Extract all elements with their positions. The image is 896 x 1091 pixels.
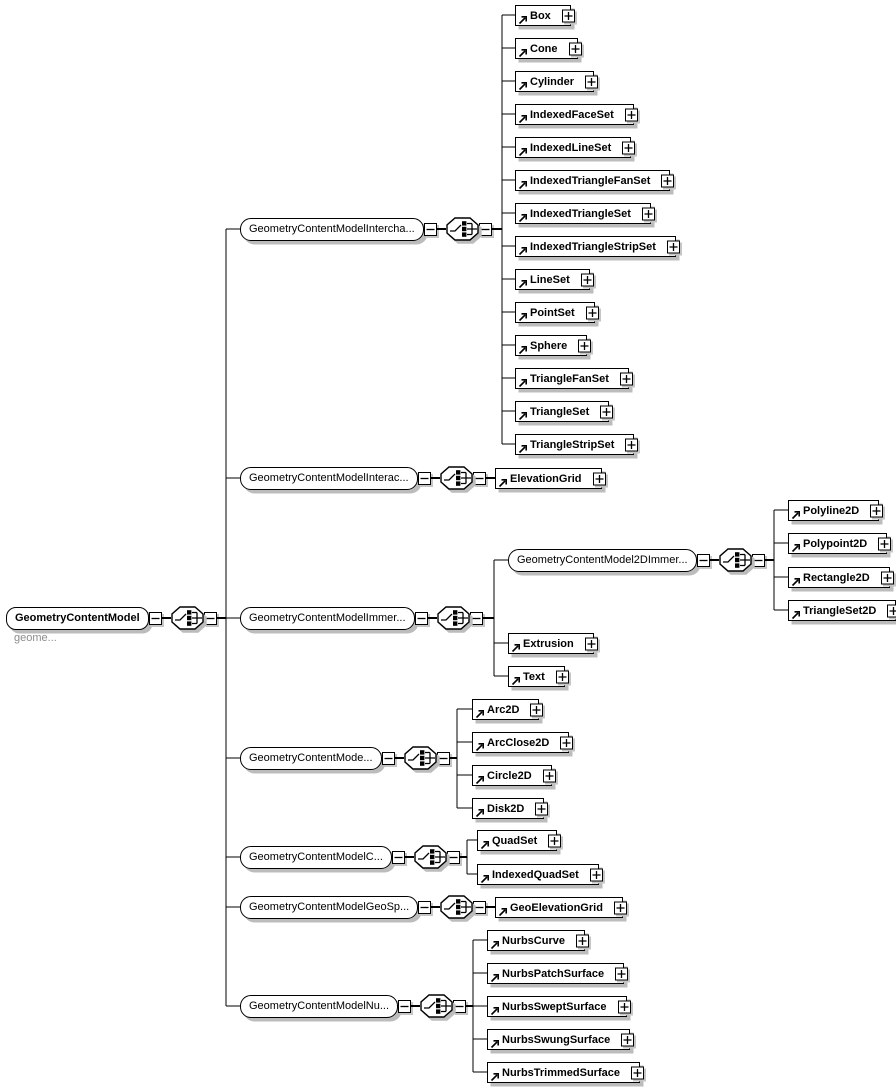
collapse-button[interactable] [752, 554, 765, 567]
element-box[interactable] [487, 1029, 630, 1050]
element-label: TriangleSet [530, 405, 590, 418]
element-ref-icon [791, 543, 801, 553]
expand-button[interactable] [625, 438, 638, 451]
element-label: Cone [530, 42, 558, 55]
root-row [6, 606, 226, 630]
expand-button[interactable] [600, 405, 613, 418]
group-row [240, 845, 467, 869]
element-ref-icon [475, 808, 485, 818]
choice-compositor-icon[interactable] [437, 606, 470, 630]
element-ref-icon [518, 444, 528, 454]
element-ref-icon [791, 610, 801, 620]
element-box[interactable] [472, 732, 569, 753]
element-label: NurbsCurve [502, 934, 565, 947]
root-label: GeometryContentModel [15, 612, 140, 624]
collapse-button[interactable] [479, 223, 492, 236]
element-label: GeoElevationGrid [510, 901, 603, 914]
model-group-box[interactable] [240, 467, 418, 490]
connector-line [431, 906, 440, 907]
choice-compositor-icon[interactable] [440, 895, 473, 919]
element-box[interactable] [508, 666, 565, 687]
element-ref-icon [475, 709, 485, 719]
element-label: Sphere [530, 339, 568, 352]
element-box[interactable] [515, 71, 594, 92]
collapse-button[interactable] [392, 851, 405, 864]
expand-button[interactable] [530, 703, 543, 716]
connector-line [492, 228, 502, 229]
collapse-button[interactable] [424, 223, 437, 236]
expand-button[interactable] [543, 769, 556, 782]
element-label: IndexedQuadSet [492, 868, 579, 881]
group-label: GeometryContentModel2DImmer... [517, 554, 688, 566]
collapse-button[interactable] [437, 752, 450, 765]
element-label: Circle2D [487, 769, 532, 782]
element-box[interactable] [508, 633, 594, 654]
connector-line [710, 559, 719, 560]
element-label: IndexedFaceSet [530, 108, 614, 121]
expand-button[interactable] [631, 1066, 644, 1079]
collapse-button[interactable] [473, 901, 486, 914]
element-ref-icon [511, 643, 521, 653]
element-label: LineSet [530, 273, 570, 286]
element-box[interactable] [515, 236, 676, 257]
element-box[interactable] [515, 335, 587, 356]
element-box[interactable] [472, 798, 544, 819]
element-label: IndexedTriangleStripSet [530, 240, 656, 253]
element-label: Cylinder [530, 75, 575, 88]
element-box[interactable] [515, 170, 670, 191]
expand-button[interactable] [642, 207, 655, 220]
group-row [240, 217, 502, 241]
collapse-button[interactable] [697, 554, 710, 567]
expand-button[interactable] [620, 372, 633, 385]
expand-button[interactable] [618, 1000, 631, 1013]
expand-button[interactable] [625, 108, 638, 121]
group-label: GeometryContentModelC... [249, 851, 383, 863]
element-label: Rectangle2D [803, 571, 870, 584]
model-group-box[interactable] [240, 896, 418, 919]
element-label: Polyline2D [803, 504, 860, 517]
model-group-box[interactable] [240, 607, 415, 630]
expand-button[interactable] [590, 868, 603, 881]
group-label: GeometryContentMode... [249, 752, 373, 764]
element-label: Arc2D [487, 703, 520, 716]
expand-button[interactable] [581, 273, 594, 286]
element-ref-icon [518, 147, 528, 157]
element-ref-icon [498, 478, 508, 488]
element-ref-icon [490, 1006, 500, 1016]
element-box[interactable] [515, 137, 631, 158]
expand-button[interactable] [593, 472, 606, 485]
element-ref-icon [511, 676, 521, 686]
expand-button[interactable] [881, 571, 894, 584]
collapse-button[interactable] [149, 612, 162, 625]
element-ref-icon [475, 775, 485, 785]
expand-button[interactable] [622, 141, 635, 154]
element-label: NurbsSwungSurface [502, 1033, 611, 1046]
element-box[interactable] [515, 302, 595, 323]
element-ref-icon [518, 345, 528, 355]
element-label: Text [523, 670, 545, 683]
group-row [240, 466, 495, 490]
element-ref-icon [791, 510, 801, 520]
connector-line [486, 906, 495, 907]
expand-button[interactable] [667, 240, 680, 253]
element-ref-icon [518, 312, 528, 322]
expand-button[interactable] [621, 1033, 634, 1046]
element-box[interactable] [495, 468, 602, 489]
element-ref-icon [480, 840, 490, 850]
element-ref-icon [490, 973, 500, 983]
element-box[interactable] [472, 699, 539, 720]
collapse-button[interactable] [415, 612, 428, 625]
root-element-box[interactable] [6, 607, 149, 630]
choice-compositor-icon[interactable] [404, 746, 437, 770]
element-ref-icon [518, 15, 528, 25]
model-group-box[interactable] [240, 218, 424, 241]
element-ref-icon [518, 378, 528, 388]
expand-button[interactable] [661, 174, 674, 187]
element-ref-icon [518, 81, 528, 91]
choice-compositor-icon[interactable] [414, 845, 447, 869]
connector-line [450, 757, 457, 758]
element-label: TriangleFanSet [530, 372, 609, 385]
element-ref-icon [791, 577, 801, 587]
collapse-button[interactable] [470, 612, 483, 625]
expand-button[interactable] [535, 802, 548, 815]
element-label: TriangleSet2D [803, 604, 877, 617]
collapse-button[interactable] [398, 1000, 411, 1013]
connector-line [217, 617, 226, 618]
element-label: TriangleStripSet [530, 438, 615, 451]
element-box[interactable] [477, 830, 557, 851]
element-ref-icon [490, 1039, 500, 1049]
model-group-box[interactable] [240, 995, 398, 1018]
element-ref-icon [518, 279, 528, 289]
choice-compositor-icon[interactable] [171, 606, 204, 630]
connector-line [460, 856, 467, 857]
element-label: NurbsTrimmedSurface [502, 1066, 620, 1079]
element-label: Extrusion [523, 637, 574, 650]
connector-line [162, 617, 171, 618]
element-label: Polypoint2D [803, 537, 868, 550]
element-ref-icon [518, 48, 528, 58]
connector-line [428, 617, 437, 618]
collapse-button[interactable] [418, 901, 431, 914]
group-row [508, 548, 774, 572]
element-label: IndexedTriangleFanSet [530, 174, 651, 187]
element-box[interactable] [515, 38, 578, 59]
expand-button[interactable] [614, 901, 627, 914]
element-ref-icon [518, 213, 528, 223]
connector-line [765, 559, 774, 560]
element-box[interactable] [487, 996, 627, 1017]
group-row [240, 746, 457, 770]
element-label: PointSet [530, 306, 575, 319]
expand-button[interactable] [615, 967, 628, 980]
expand-button[interactable] [560, 736, 573, 749]
connector-line [483, 617, 494, 618]
element-box[interactable] [788, 600, 896, 621]
expand-button[interactable] [878, 537, 891, 550]
element-ref-icon [490, 1072, 500, 1082]
expand-button[interactable] [870, 504, 883, 517]
choice-compositor-icon[interactable] [420, 994, 453, 1018]
root-annotation: geome... [14, 632, 57, 644]
connector-line [411, 1005, 420, 1006]
group-row [240, 895, 495, 919]
group-label: GeometryContentModelInterac... [249, 472, 409, 484]
element-box[interactable] [515, 368, 629, 389]
expand-button[interactable] [585, 75, 598, 88]
collapse-button[interactable] [473, 472, 486, 485]
element-box[interactable] [487, 930, 585, 951]
model-group-box[interactable] [240, 747, 382, 770]
element-label: ArcClose2D [487, 736, 550, 749]
collapse-button[interactable] [453, 1000, 466, 1013]
group-row [240, 994, 473, 1018]
element-label: QuadSet [492, 834, 538, 847]
element-label: ElevationGrid [510, 472, 582, 485]
element-box[interactable] [495, 897, 623, 918]
connector-line [431, 477, 440, 478]
element-box[interactable] [788, 500, 879, 521]
element-box[interactable] [487, 1062, 640, 1083]
collapse-button[interactable] [418, 472, 431, 485]
element-label: NurbsSweptSurface [502, 1000, 607, 1013]
expand-button[interactable] [586, 306, 599, 319]
connector-line [486, 477, 495, 478]
collapse-button[interactable] [204, 612, 217, 625]
element-box[interactable] [515, 203, 651, 224]
element-box[interactable] [515, 269, 590, 290]
element-label: Disk2D [487, 802, 525, 815]
choice-compositor-icon[interactable] [446, 217, 479, 241]
element-box[interactable] [477, 864, 599, 885]
element-label: Box [530, 9, 551, 22]
element-ref-icon [518, 411, 528, 421]
element-box[interactable] [515, 5, 571, 26]
element-label: NurbsPatchSurface [502, 967, 605, 980]
connector-line [466, 1005, 473, 1006]
collapse-button[interactable] [447, 851, 460, 864]
element-box[interactable] [515, 434, 634, 455]
expand-button[interactable] [578, 339, 591, 352]
expand-button[interactable] [569, 42, 582, 55]
collapse-button[interactable] [382, 752, 395, 765]
element-box[interactable] [788, 567, 890, 588]
expand-button[interactable] [548, 834, 561, 847]
element-box[interactable] [788, 533, 887, 554]
element-box[interactable] [472, 765, 552, 786]
element-ref-icon [518, 114, 528, 124]
element-box[interactable] [487, 963, 624, 984]
element-ref-icon [498, 907, 508, 917]
group-label: GeometryContentModelNu... [249, 1000, 390, 1012]
expand-button[interactable] [556, 670, 569, 683]
connector-line [405, 856, 414, 857]
expand-button[interactable] [562, 9, 575, 22]
group-label: GeometryContentModelIntercha... [249, 223, 415, 235]
element-label: IndexedLineSet [530, 141, 612, 154]
group-row [240, 606, 494, 630]
group-label: GeometryContentModelGeoSp... [249, 901, 410, 913]
model-group-box[interactable] [508, 549, 697, 572]
choice-compositor-icon[interactable] [719, 548, 752, 572]
element-ref-icon [480, 874, 490, 884]
model-group-box[interactable] [240, 846, 392, 869]
connector-line [395, 757, 404, 758]
element-label: IndexedTriangleSet [530, 207, 631, 220]
group-label: GeometryContentModelImmer... [249, 612, 406, 624]
element-box[interactable] [515, 104, 634, 125]
choice-compositor-icon[interactable] [440, 466, 473, 490]
element-box[interactable] [515, 401, 609, 422]
expand-button[interactable] [576, 934, 589, 947]
connector-line [437, 228, 446, 229]
expand-button[interactable] [887, 604, 896, 617]
element-ref-icon [475, 742, 485, 752]
element-ref-icon [518, 246, 528, 256]
element-ref-icon [518, 180, 528, 190]
expand-button[interactable] [585, 637, 598, 650]
element-ref-icon [490, 940, 500, 950]
